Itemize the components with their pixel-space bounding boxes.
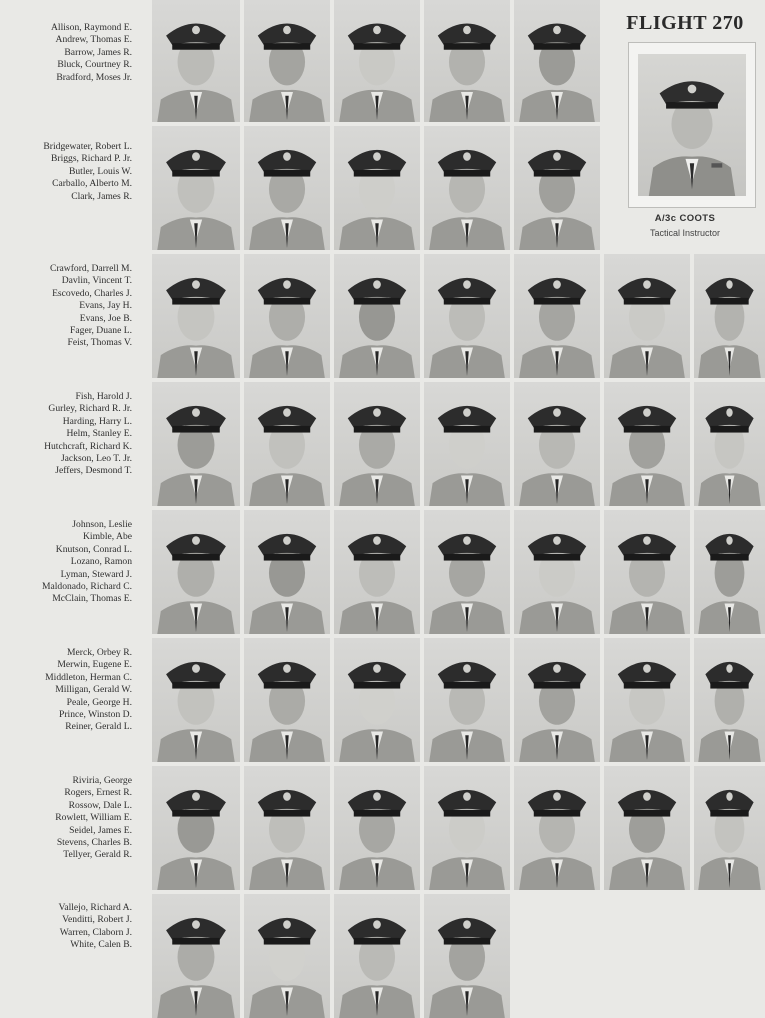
cadet-portrait: [424, 766, 510, 890]
cadet-portrait: [424, 126, 510, 250]
cadet-portrait: [244, 0, 330, 122]
cadet-name: Kimble, Abe: [82, 531, 132, 543]
cadet-portrait: [244, 126, 330, 250]
cadet-portrait: [424, 254, 510, 378]
cadet-name: Crawford, Darrell M.: [49, 263, 132, 274]
cadet-name: Merck, Orbey R.: [66, 647, 132, 658]
cadet-portrait: [244, 510, 330, 634]
cadet-name: Lozano, Ramon: [70, 556, 132, 568]
cadet-portrait: [152, 382, 240, 506]
instructor-role: Tactical Instructor: [649, 228, 721, 238]
cadet-portrait: [694, 510, 765, 634]
cadet-name: Andrew, Thomas E.: [55, 34, 132, 46]
cadet-portrait: [152, 894, 240, 1018]
cadet-name: Venditti, Robert J.: [62, 914, 132, 926]
cadet-portrait: [424, 510, 510, 634]
name-list: [0, 647, 132, 734]
cadet-portrait: [514, 382, 600, 506]
cadet-portrait: [694, 254, 765, 378]
cadet-portrait: [244, 254, 330, 378]
cadet-portrait: [514, 126, 600, 250]
cadet-name: Merwin, Eugene E.: [57, 659, 132, 671]
cadet-name: Barrow, James R.: [64, 46, 132, 58]
cadet-name: Stevens, Charles B.: [56, 837, 132, 849]
cadet-portrait: [514, 766, 600, 890]
cadet-name: Gurley, Richard R. Jr.: [48, 403, 132, 415]
name-list: [0, 141, 132, 203]
cadet-name: Briggs, Richard P. Jr.: [50, 153, 132, 165]
cadet-portrait: [694, 766, 765, 890]
cadet-portrait: [604, 510, 690, 634]
name-list: [0, 775, 132, 862]
cadet-portrait: [152, 638, 240, 762]
flight-title: FLIGHT 270: [626, 12, 744, 34]
cadet-portrait: [334, 638, 420, 762]
cadet-name: Johnson, Leslie: [72, 519, 132, 530]
cadet-name: Fager, Duane L.: [70, 325, 132, 337]
cadet-portrait: [514, 254, 600, 378]
cadet-portrait: [424, 382, 510, 506]
cadet-name: Harding, Harry L.: [62, 415, 132, 427]
instructor-photo: [638, 54, 746, 196]
cadet-name: Evans, Joe B.: [79, 312, 132, 324]
cadet-portrait: [152, 766, 240, 890]
cadet-name: Carballo, Alberto M.: [52, 178, 132, 190]
instructor-photo-frame: [628, 42, 756, 208]
cadet-portrait: [244, 894, 330, 1018]
cadet-portrait: [244, 638, 330, 762]
cadet-portrait: [334, 254, 420, 378]
cadet-portrait: [514, 638, 600, 762]
cadet-name: Bridgewater, Robert L.: [43, 141, 132, 152]
cadet-name: Lyman, Steward J.: [60, 568, 132, 580]
cadet-name: Helm, Stanley E.: [66, 428, 132, 440]
cadet-portrait: [152, 0, 240, 122]
cadet-portrait: [424, 638, 510, 762]
cadet-portrait: [604, 638, 690, 762]
cadet-name: Allison, Raymond E.: [50, 22, 132, 33]
name-list: [0, 22, 132, 84]
cadet-name: Bradford, Moses Jr.: [56, 71, 132, 83]
cadet-name: Knutson, Conrad L.: [55, 543, 132, 555]
cadet-name: Tellyer, Gerald R.: [63, 849, 132, 861]
cadet-name: Butler, Louis W.: [68, 165, 132, 177]
cadet-name: Peale, George H.: [66, 696, 132, 708]
cadet-name: Seidel, James E.: [69, 824, 132, 836]
cadet-name: Milligan, Gerald W.: [55, 684, 132, 696]
cadet-portrait: [152, 510, 240, 634]
cadet-name: Fish, Harold J.: [75, 391, 132, 402]
cadet-portrait: [152, 126, 240, 250]
cadet-name: Vallejo, Richard A.: [58, 902, 132, 913]
cadet-name: Reiner, Gerald L.: [65, 721, 132, 733]
cadet-portrait: [244, 382, 330, 506]
cadet-name: Escovedo, Charles J.: [52, 287, 132, 299]
cadet-portrait: [694, 638, 765, 762]
cadet-portrait: [334, 126, 420, 250]
cadet-name: Clark, James R.: [71, 190, 132, 202]
cadet-portrait: [424, 0, 510, 122]
cadet-name: Warren, Claborn J.: [59, 926, 132, 938]
name-list: [0, 391, 132, 478]
name-list: [0, 519, 132, 606]
cadet-name: Rogers, Ernest R.: [64, 787, 132, 799]
cadet-name: White, Calen B.: [70, 939, 132, 951]
cadet-portrait: [604, 382, 690, 506]
cadet-portrait: [604, 254, 690, 378]
cadet-portrait: [334, 894, 420, 1018]
instructor-name: A/3c COOTS: [654, 213, 716, 224]
cadet-name: Hutchcraft, Richard K.: [44, 440, 132, 452]
cadet-portrait: [334, 510, 420, 634]
name-list: [0, 902, 132, 952]
cadet-portrait: [694, 382, 765, 506]
cadet-portrait: [244, 766, 330, 890]
cadet-name: Rowlett, William E.: [55, 812, 132, 824]
cadet-name: Prince, Winston D.: [59, 709, 132, 721]
cadet-name: Feist, Thomas V.: [67, 337, 132, 349]
cadet-portrait: [424, 894, 510, 1018]
cadet-portrait: [334, 0, 420, 122]
cadet-name: McClain, Thomas E.: [52, 593, 132, 605]
cadet-name: Maldonado, Richard C.: [41, 581, 132, 593]
cadet-name: Rossow, Dale L.: [68, 799, 132, 811]
cadet-name: Jeffers, Desmond T.: [55, 465, 132, 477]
cadet-portrait: [604, 766, 690, 890]
cadet-portrait: [514, 0, 600, 122]
cadet-name: Riviria, George: [72, 775, 132, 786]
cadet-name: Bluck, Courtney R.: [57, 59, 132, 71]
cadet-name: Evans, Jay H.: [79, 300, 132, 312]
name-list: [0, 263, 132, 350]
cadet-portrait: [334, 382, 420, 506]
cadet-portrait: [334, 766, 420, 890]
cadet-name: Middleton, Herman C.: [45, 671, 132, 683]
cadet-portrait: [152, 254, 240, 378]
cadet-name: Davlin, Vincent T.: [61, 275, 132, 287]
cadet-name: Jackson, Leo T. Jr.: [60, 453, 132, 465]
cadet-portrait: [514, 510, 600, 634]
